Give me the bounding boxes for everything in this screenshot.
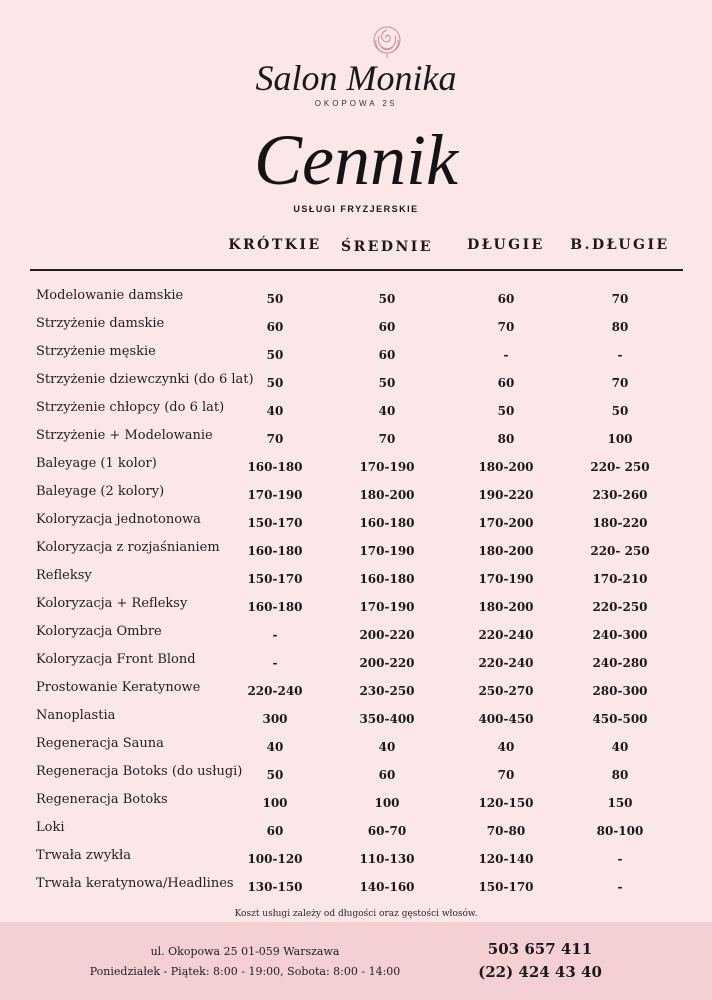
- service-name: Baleyage (2 kolory): [36, 484, 165, 499]
- price-cell: 220- 250: [590, 460, 650, 474]
- price-cell: 40: [378, 404, 396, 418]
- price-cell: 60: [378, 320, 396, 334]
- header-divider: [30, 269, 683, 271]
- price-cell: 70-80: [486, 824, 526, 838]
- price-cell: 180-220: [592, 516, 648, 530]
- price-cell: 60: [497, 292, 515, 306]
- price-cell: 230-250: [359, 684, 415, 698]
- price-cell: 70: [611, 292, 629, 306]
- price-cell: 200-220: [359, 656, 415, 670]
- price-cell: 240-280: [592, 656, 648, 670]
- price-cell: -: [503, 348, 509, 362]
- service-name: Regeneracja Botoks (do usługi): [36, 764, 243, 779]
- price-cell: 160-180: [359, 516, 415, 530]
- price-cell: 70: [497, 320, 515, 334]
- table-row: [0, 760, 712, 788]
- table-row: [0, 620, 712, 648]
- price-cell: 40: [378, 740, 396, 754]
- price-cell: 60: [497, 376, 515, 390]
- price-cell: 120-140: [478, 852, 534, 866]
- price-cell: -: [272, 656, 278, 670]
- price-cell: 180-200: [478, 460, 534, 474]
- price-cell: 170-190: [359, 600, 415, 614]
- price-cell: 150: [607, 796, 633, 810]
- service-name: Regeneracja Sauna: [36, 736, 164, 751]
- street-address: ul. Okopowa 25 01-059 Warszawa: [150, 945, 340, 958]
- price-cell: 70: [611, 376, 629, 390]
- price-note: Koszt usługi zależy od długości oraz gęstości włosów.: [234, 909, 478, 919]
- price-cell: 150-170: [247, 516, 303, 530]
- page-subtitle: USŁUGI FRYZJERSKIE: [293, 204, 419, 214]
- price-cell: 250-270: [478, 684, 534, 698]
- price-cell: 150-170: [247, 572, 303, 586]
- price-cell: 70: [497, 768, 515, 782]
- price-cell: 230-260: [592, 488, 648, 502]
- price-cell: 80-100: [596, 824, 644, 838]
- table-row: [0, 816, 712, 844]
- table-row: [0, 872, 712, 900]
- price-cell: 220-250: [592, 600, 648, 614]
- price-cell: 240-300: [592, 628, 648, 642]
- price-cell: 50: [266, 768, 284, 782]
- price-cell: 170-200: [478, 516, 534, 530]
- price-cell: -: [617, 852, 623, 866]
- price-cell: 70: [378, 432, 396, 446]
- price-cell: 80: [497, 432, 515, 446]
- price-cell: 60: [266, 320, 284, 334]
- price-cell: 50: [266, 348, 284, 362]
- price-cell: 160-180: [359, 572, 415, 586]
- table-row: [0, 284, 712, 312]
- table-row: [0, 480, 712, 508]
- price-cell: 60: [378, 348, 396, 362]
- price-cell: 220-240: [247, 684, 303, 698]
- service-name: Strzyżenie + Modelowanie: [36, 428, 213, 443]
- price-cell: 450-500: [592, 712, 648, 726]
- table-row: [0, 536, 712, 564]
- price-cell: 40: [611, 740, 629, 754]
- price-cell: 170-210: [592, 572, 648, 586]
- price-table: [0, 284, 712, 900]
- price-cell: 50: [497, 404, 515, 418]
- rose-icon: [370, 24, 404, 60]
- service-name: Koloryzacja jednotonowa: [36, 512, 201, 527]
- price-cell: 170-190: [359, 460, 415, 474]
- price-cell: 40: [266, 740, 284, 754]
- table-row: [0, 564, 712, 592]
- price-cell: 140-160: [359, 880, 415, 894]
- price-cell: 50: [266, 376, 284, 390]
- service-name: Nanoplastia: [36, 708, 116, 723]
- price-cell: 100: [262, 796, 288, 810]
- price-cell: 170-190: [478, 572, 534, 586]
- price-cell: 170-190: [359, 544, 415, 558]
- price-cell: 160-180: [247, 600, 303, 614]
- table-row: [0, 368, 712, 396]
- price-cell: 190-220: [478, 488, 534, 502]
- price-cell: 60-70: [367, 824, 407, 838]
- table-row: [0, 704, 712, 732]
- service-name: Prostowanie Keratynowe: [36, 680, 201, 695]
- service-name: Koloryzacja Front Blond: [36, 652, 196, 667]
- price-cell: 70: [266, 432, 284, 446]
- price-cell: 150-170: [478, 880, 534, 894]
- brand-address: OKOPOWA 25: [314, 99, 398, 108]
- opening-hours: Poniedziałek - Piątek: 8:00 - 19:00, Sobota: 8:00 - 14:00: [89, 965, 401, 978]
- price-cell: 300: [262, 712, 288, 726]
- price-cell: 110-130: [359, 852, 415, 866]
- price-cell: 180-200: [478, 600, 534, 614]
- price-cell: 160-180: [247, 460, 303, 474]
- price-cell: 50: [266, 292, 284, 306]
- table-row: [0, 788, 712, 816]
- column-header-very-long: B.DŁUGIE: [570, 237, 670, 253]
- table-row: [0, 508, 712, 536]
- service-name: Baleyage (1 kolor): [36, 456, 157, 471]
- price-cell: 100: [374, 796, 400, 810]
- service-name: Strzyżenie męskie: [36, 344, 156, 359]
- table-row: [0, 312, 712, 340]
- price-cell: 80: [611, 320, 629, 334]
- column-header-long: DŁUGIE: [467, 237, 545, 253]
- service-name: Refleksy: [36, 568, 92, 583]
- page-title: Cennik: [254, 120, 458, 200]
- price-cell: 400-450: [478, 712, 534, 726]
- price-cell: 200-220: [359, 628, 415, 642]
- table-row: [0, 844, 712, 872]
- column-header-short: KRÓTKIE: [228, 237, 322, 253]
- service-name: Koloryzacja Ombre: [36, 624, 162, 639]
- price-cell: 350-400: [359, 712, 415, 726]
- service-name: Strzyżenie dziewczynki (do 6 lat): [36, 372, 254, 387]
- price-cell: 40: [497, 740, 515, 754]
- service-name: Loki: [36, 820, 65, 835]
- price-cell: 120-150: [478, 796, 534, 810]
- price-cell: -: [617, 348, 623, 362]
- price-cell: 60: [378, 768, 396, 782]
- table-row: [0, 452, 712, 480]
- table-row: [0, 676, 712, 704]
- price-cell: 60: [266, 824, 284, 838]
- price-cell: 130-150: [247, 880, 303, 894]
- price-cell: 180-200: [478, 544, 534, 558]
- table-row: [0, 648, 712, 676]
- service-name: Trwała zwykła: [36, 848, 132, 863]
- price-cell: 100: [607, 432, 633, 446]
- price-cell: 220-240: [478, 656, 534, 670]
- price-cell: -: [617, 880, 623, 894]
- service-name: Trwała keratynowa/Headlines: [36, 876, 234, 891]
- price-cell: 40: [266, 404, 284, 418]
- footer: [0, 922, 712, 1000]
- price-cell: 50: [378, 376, 396, 390]
- service-name: Modelowanie damskie: [36, 288, 184, 303]
- service-name: Strzyżenie damskie: [36, 316, 165, 331]
- price-cell: 160-180: [247, 544, 303, 558]
- header: [0, 0, 712, 270]
- table-row: [0, 396, 712, 424]
- service-name: Strzyżenie chłopcy (do 6 lat): [36, 400, 225, 415]
- table-row: [0, 340, 712, 368]
- table-row: [0, 424, 712, 452]
- service-name: Koloryzacja z rozjaśnianiem: [36, 540, 220, 555]
- price-cell: 50: [378, 292, 396, 306]
- price-cell: 80: [611, 768, 629, 782]
- table-row: [0, 592, 712, 620]
- price-cell: 180-200: [359, 488, 415, 502]
- column-header-medium: ŚREDNIE: [340, 239, 434, 255]
- phone-landline[interactable]: (22) 424 43 40: [478, 963, 602, 981]
- price-cell: 170-190: [247, 488, 303, 502]
- phone-mobile[interactable]: 503 657 411: [487, 940, 593, 958]
- price-cell: 220-240: [478, 628, 534, 642]
- price-cell: -: [272, 628, 278, 642]
- price-cell: 220- 250: [590, 544, 650, 558]
- price-cell: 50: [611, 404, 629, 418]
- brand-name: Salon Monika: [255, 58, 457, 98]
- price-cell: 100-120: [247, 852, 303, 866]
- table-row: [0, 732, 712, 760]
- service-name: Regeneracja Botoks: [36, 792, 168, 807]
- service-name: Koloryzacja + Refleksy: [36, 596, 188, 611]
- contact-address-block: [80, 942, 410, 982]
- price-cell: 280-300: [592, 684, 648, 698]
